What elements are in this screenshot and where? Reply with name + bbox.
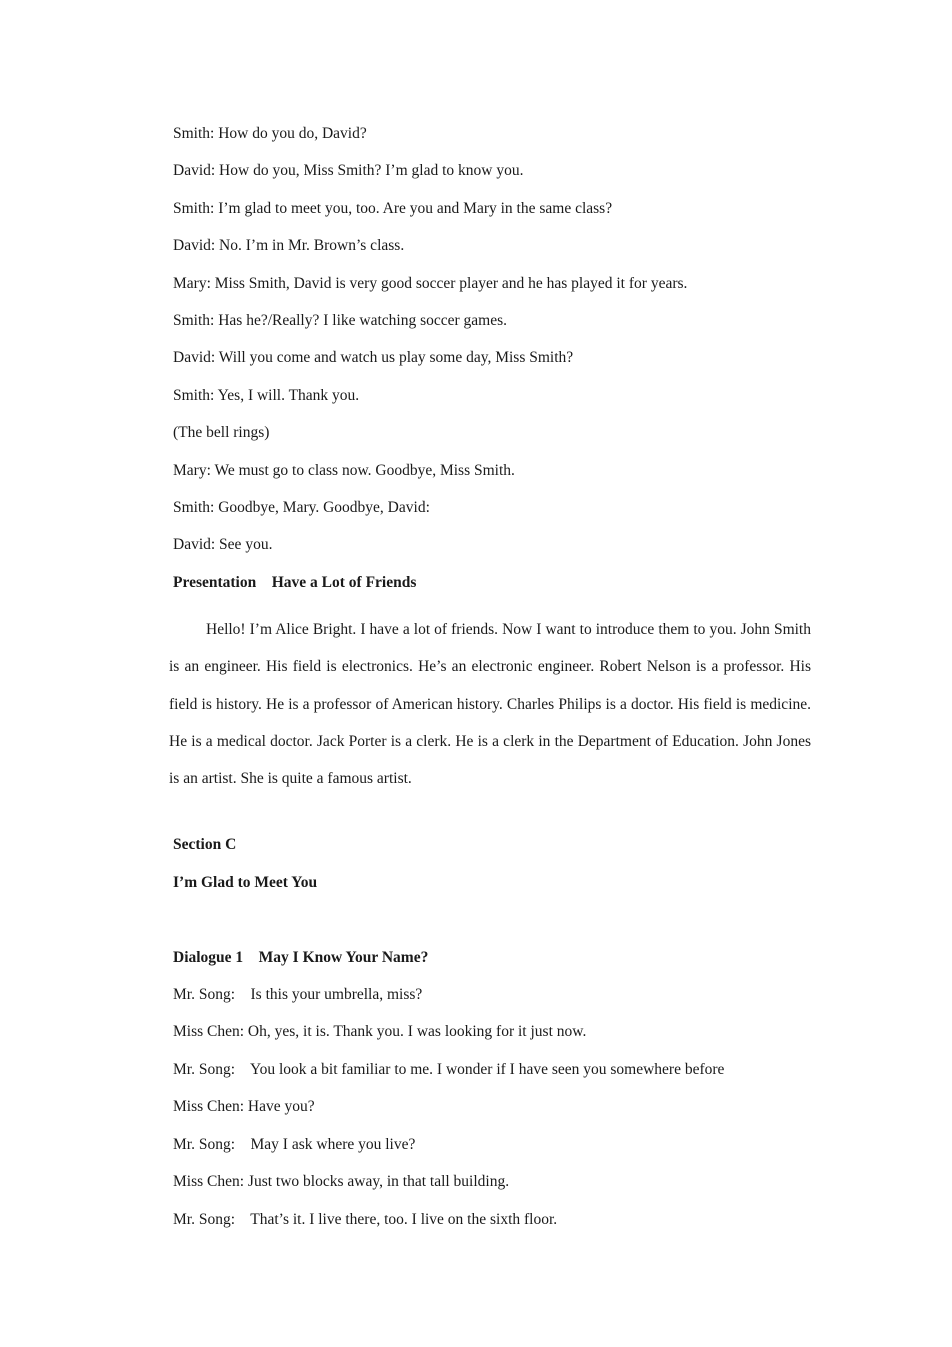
dialogue-line: David: How do you, Miss Smith? I’m glad to know you. xyxy=(173,162,524,179)
dialogue-line: Mary: We must go to class now. Goodbye, Miss Smith. xyxy=(173,462,515,479)
dialogue-line: Smith: Yes, I will. Thank you. xyxy=(173,387,360,404)
dialogue-line: David: Will you come and watch us play some day, Miss Smith? xyxy=(173,349,574,366)
dialogue-line: David: No. I’m in Mr. Brown’s class. xyxy=(173,237,405,254)
dialogue-line: Smith: How do you do, David? xyxy=(173,125,367,142)
stage-direction: (The bell rings) xyxy=(173,424,270,441)
dialogue-line: Smith: Has he?/Really? I like watching soccer games. xyxy=(173,312,508,329)
dialogue-line: Mr. Song: You look a bit familiar to me. I wonder if I have seen you somewhere before xyxy=(173,1061,725,1078)
dialogue-line: Smith: I’m glad to meet you, too. Are you and Mary in the same class? xyxy=(173,200,613,217)
dialogue-line: Mary: Miss Smith, David is very good soccer player and he has played it for years. xyxy=(173,275,688,292)
presentation-paragraph: Hello! I’m Alice Bright. I have a lot of friends. Now I want to introduce them to you. John Smith is an engineer. His field is electronics. He’s an electronic engineer. Robert Nelson is a professor. His field is history. He is a professor of American history. Charles Philips is a doctor. His field is medicine. He is a medical doctor. Jack Porter is a clerk. He is a clerk in the Department of Education. John Jones is an artist. She is quite a famous artist. xyxy=(169,621,811,788)
section-heading: Section C xyxy=(173,836,237,853)
dialogue-line: David: See you. xyxy=(173,536,273,553)
dialogue-line: Miss Chen: Oh, yes, it is. Thank you. I was looking for it just now. xyxy=(173,1023,587,1040)
dialogue-line: Miss Chen: Just two blocks away, in that tall building. xyxy=(173,1173,510,1190)
dialogue-line: Mr. Song: May I ask where you live? xyxy=(173,1136,416,1153)
dialogue-line: Miss Chen: Have you? xyxy=(173,1098,315,1115)
dialogue-line: Mr. Song: Is this your umbrella, miss? xyxy=(173,986,423,1003)
dialogue1-heading: Dialogue 1 May I Know Your Name? xyxy=(173,949,429,966)
section-subheading: I’m Glad to Meet You xyxy=(173,874,318,891)
dialogue-line: Smith: Goodbye, Mary. Goodbye, David: xyxy=(173,499,430,516)
presentation-heading: Presentation Have a Lot of Friends xyxy=(173,574,417,591)
dialogue-line: Mr. Song: That’s it. I live there, too. I live on the sixth floor. xyxy=(173,1211,558,1228)
